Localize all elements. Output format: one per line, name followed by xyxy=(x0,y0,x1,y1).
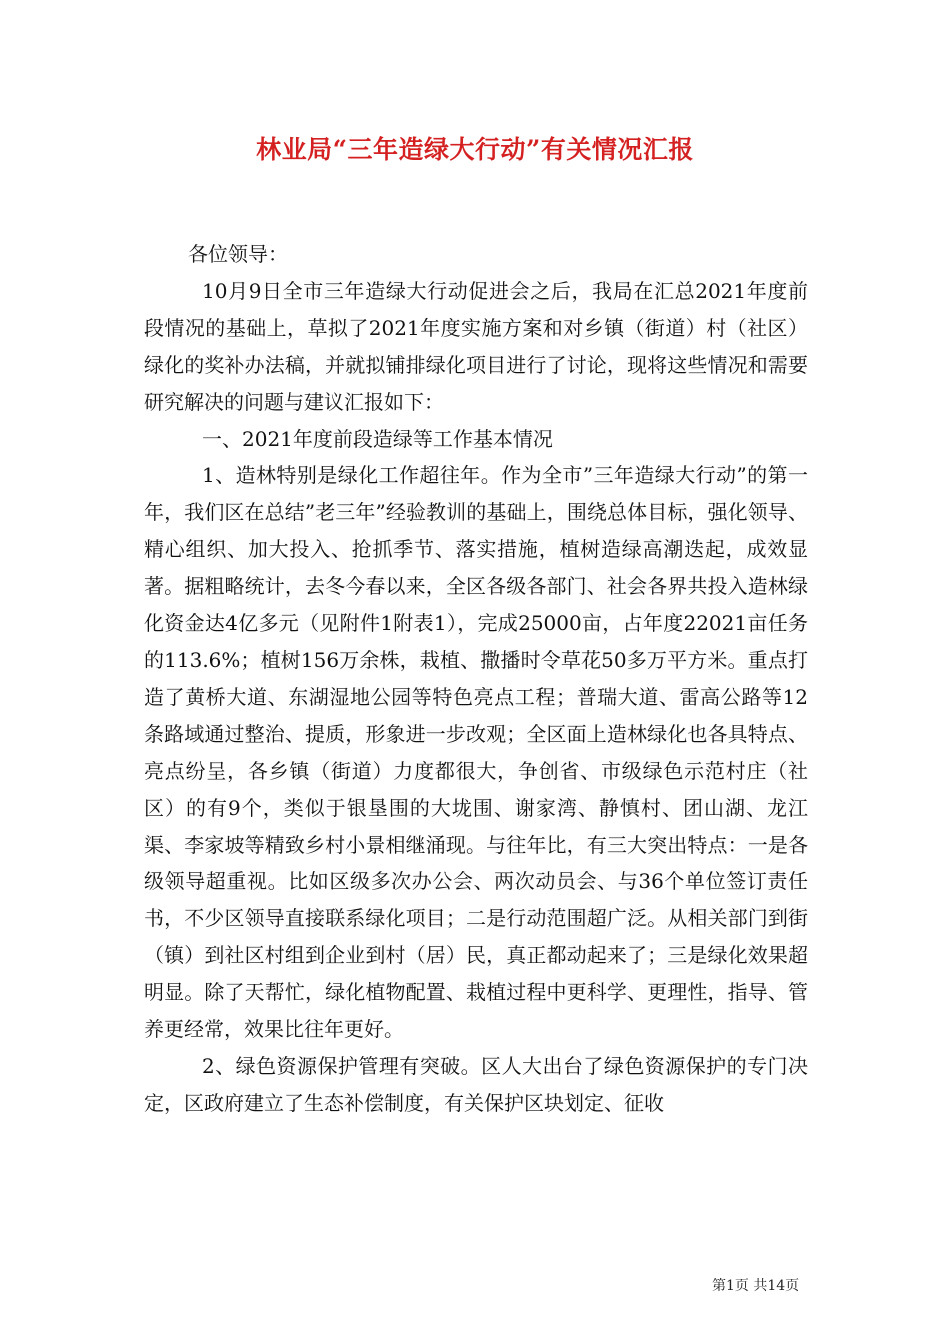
paragraph-item-1: 1、造林特别是绿化工作超往年。作为全市”三年造绿大行动”的第一年，我们区在总结”老三年”经验教训的基础上，围绕总体目标，强化领导、精心组织、加大投入、抢抓季节、落实措施，植树造绿高潮迭起，成效显著。据粗略统计，去冬今春以来，全区各级各部门、社会各界共投入造林绿化资金达4亿多元（见附件1附表1），完成25000亩，占年度22021亩任务的113.6%；植树156万余株，栽植、撒播时令草花50多万平方米。重点打造了黄桥大道、东湖湿地公园等特色亮点工程；普瑞大道、雷高公路等12条路域通过整治、提质，形象进一步改观；全区面上造林绿化也各具特点、亮点纷呈，各乡镇（街道）力度都很大，争创省、市级绿色示范村庄（社区）的有9个，类似于银垦围的大垅围、谢家湾、静慎村、团山湖、龙江渠、李家坡等精致乡村小景相继涌现。与往年比，有三大突出特点：一是各级领导超重视。比如区级多次办公会、两次动员会、与36个单位签订责任书，不少区领导直接联系绿化项目；二是行动范围超广泛。从相关部门到街（镇）到社区村组到企业到村（居）民，真正都动起来了；三是绿化效果超明显。除了天帮忙，绿化植物配置、栽植过程中更科学、更理性，指导、管养更经常，效果比往年更好。 xyxy=(144,463,808,1042)
paragraph-intro: 10月9日全市三年造绿大行动促进会之后，我局在汇总2021年度前段情况的基础上，草拟了2021年度实施方案和对乡镇（街道）村（社区）绿化的奖补办法稿，并就拟铺排绿化项目进行了讨论，现将这些情况和需要研究解决的问题与建议汇报如下： xyxy=(144,278,808,414)
page-number-footer: 第1页 共14页 xyxy=(712,1278,800,1294)
document-title: 林业局“三年造绿大行动”有关情况汇报 xyxy=(256,135,694,164)
paragraph-item-2: 2、绿色资源保护管理有突破。区人大出台了绿色资源保护的专门决定，区政府建立了生态补偿制度，有关保护区块划定、征收 xyxy=(144,1053,808,1115)
section-heading-1: 一、2021年度前段造绿等工作基本情况 xyxy=(202,426,553,451)
salutation: 各位领导： xyxy=(188,242,288,266)
document-body xyxy=(144,236,808,1122)
